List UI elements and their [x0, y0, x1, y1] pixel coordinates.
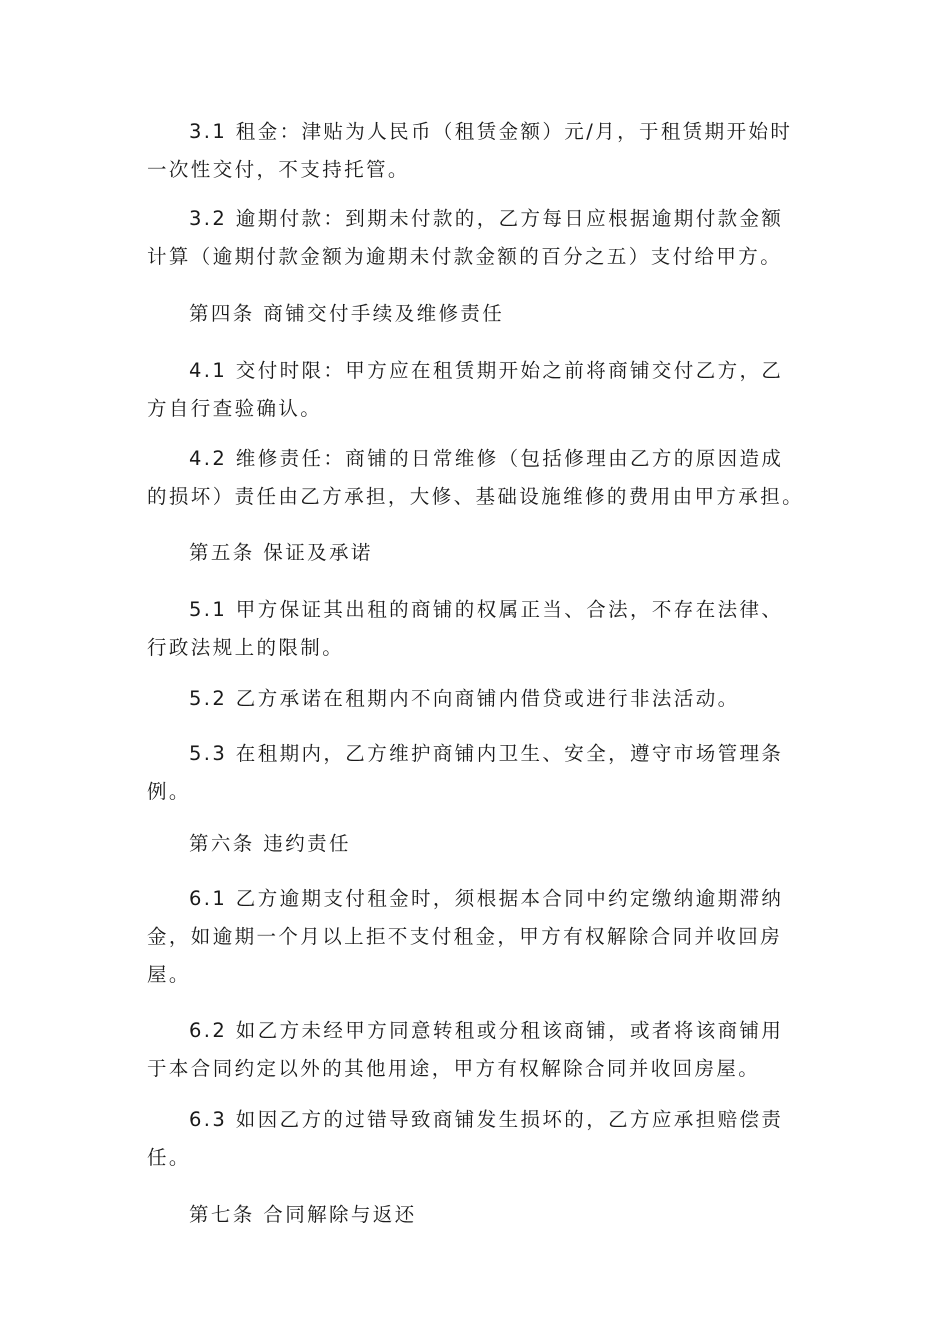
heading-text: 第五条 保证及承诺	[189, 541, 373, 564]
text-line: 5.3 在租期内，乙方维护商铺内卫生、安全，遵守市场管理条	[189, 742, 784, 765]
clause-3-1-paragraph	[147, 113, 807, 189]
clause-6-3-paragraph	[147, 1101, 807, 1177]
text-line: 行政法规上的限制。	[147, 636, 345, 659]
text-line: 屋。	[147, 963, 191, 986]
article-7-heading	[147, 1196, 807, 1234]
clause-4-2-paragraph	[147, 440, 807, 516]
clause-6-2-paragraph	[147, 1012, 807, 1088]
text-line: 6.1 乙方逾期支付租金时，须根据本合同中约定缴纳逾期滞纳	[189, 887, 784, 910]
text-line: 一次性交付，不支持托管。	[147, 158, 410, 181]
text-line: 例。	[147, 780, 191, 803]
text-line: 6.2 如乙方未经甲方同意转租或分租该商铺，或者将该商铺用	[189, 1019, 784, 1042]
heading-text: 第七条 合同解除与返还	[189, 1203, 417, 1226]
heading-text: 第六条 违约责任	[189, 832, 351, 855]
text-line: 的损坏）责任由乙方承担，大修、基础设施维修的费用由甲方承担。	[147, 485, 805, 508]
clause-3-2-paragraph	[147, 200, 807, 276]
article-5-heading	[147, 534, 807, 572]
text-line: 4.2 维修责任：商铺的日常维修（包括修理由乙方的原因造成	[189, 447, 784, 470]
clause-5-1-paragraph	[147, 591, 807, 667]
text-line: 5.1 甲方保证其出租的商铺的权属正当、合法，不存在法律、	[189, 598, 784, 621]
clause-6-1-paragraph	[147, 880, 807, 994]
heading-text: 第四条 商铺交付手续及维修责任	[189, 302, 505, 325]
text-line: 于本合同约定以外的其他用途，甲方有权解除合同并收回房屋。	[147, 1057, 761, 1080]
clause-5-2-paragraph	[147, 680, 807, 718]
text-line: 4.1 交付时限：甲方应在租赁期开始之前将商铺交付乙方，乙	[189, 359, 784, 382]
clause-5-3-paragraph	[147, 735, 807, 811]
text-line: 6.3 如因乙方的过错导致商铺发生损坏的，乙方应承担赔偿责	[189, 1108, 784, 1131]
text-line: 计算（逾期付款金额为逾期未付款金额的百分之五）支付给甲方。	[147, 245, 783, 268]
article-4-heading	[147, 295, 807, 333]
text-line: 方自行查验确认。	[147, 397, 323, 420]
article-6-heading	[147, 825, 807, 863]
text-line: 金，如逾期一个月以上拒不支付租金，甲方有权解除合同并收回房	[147, 925, 783, 948]
clause-4-1-paragraph	[147, 352, 807, 428]
text-line: 任。	[147, 1146, 191, 1169]
text-line: 3.2 逾期付款：到期未付款的，乙方每日应根据逾期付款金额	[189, 207, 784, 230]
text-line: 5.2 乙方承诺在租期内不向商铺内借贷或进行非法活动。	[189, 687, 740, 710]
text-line: 3.1 租金：津贴为人民币（租赁金额）元/月，于租赁期开始时	[189, 120, 793, 143]
